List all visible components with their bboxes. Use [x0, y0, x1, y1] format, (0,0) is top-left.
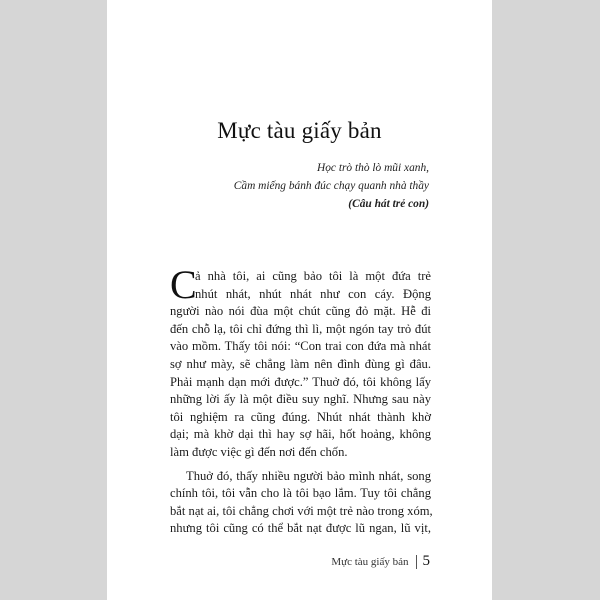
paragraph-line: dại; mà khờ dại thì hay sợ hãi, hốt hoảng, không	[170, 427, 431, 442]
paragraph-line: vào mồm. Thấy tôi nói: “Con trai con đứa mà nhát	[170, 339, 431, 354]
paragraph-line: nhưng tôi cũng có thể bắt nạt được lũ ngan, lũ vịt,	[170, 521, 431, 536]
paragraph-line: tôi nghiệm ra cũng đúng. Nhút nhát thành khờ	[170, 409, 431, 424]
book-page	[107, 0, 492, 600]
paragraph-line: nhút nhát, nhút nhát như con cáy. Động	[195, 286, 431, 301]
paragraph-line: Phải mạnh dạn mới được.” Thuở đó, tôi không lấy	[170, 374, 431, 389]
paragraph-line: người nào nói đùa một chút cũng đỏ mặt. Hễ đi	[170, 304, 431, 319]
paragraph-line: những lời ấy là một điều suy nghĩ. Nhưng sau này	[170, 392, 431, 407]
paragraph-line: chính tôi, tôi vẫn cho là tôi bạo lắm. Tuy tôi chẳng	[170, 486, 431, 501]
paragraph-line: ả nhà tôi, ai cũng bảo tôi là một đứa trẻ	[195, 269, 431, 283]
paragraph-line: làm được việc gì đến nơi đến chốn.	[170, 444, 348, 459]
paragraph-line: sợ như mày, sẽ chẳng làm nên đình đùng gì đâu.	[170, 356, 431, 371]
body-text	[170, 262, 433, 538]
drop-cap: C	[170, 262, 197, 307]
chapter-title: Mực tàu giấy bản	[217, 118, 382, 143]
paragraph-line: đến chỗ lạ, tôi chỉ đứng thì lì, một ngón tay trỏ đút	[170, 321, 431, 336]
paragraph-2	[170, 468, 431, 538]
epigraph	[234, 159, 429, 213]
paragraph-line: bắt nạt ai, tôi chẳng chơi với một trẻ nào trong xóm,	[170, 503, 433, 518]
epigraph-line-2: Cầm miếng bánh đúc chạy quanh nhà thầy	[233, 180, 429, 192]
epigraph-source: (Câu hát trẻ con)	[348, 198, 429, 210]
page-footer	[331, 553, 430, 570]
page-number: 5	[422, 553, 430, 569]
epigraph-line-1: Học trò thò lò mũi xanh,	[317, 162, 429, 174]
paragraph-line: Thuở đó, thấy nhiều người bảo mình nhát, song	[186, 468, 431, 483]
paragraph-1	[170, 262, 431, 462]
footer-divider	[416, 555, 417, 569]
running-title: Mực tàu giấy bản	[331, 555, 409, 568]
